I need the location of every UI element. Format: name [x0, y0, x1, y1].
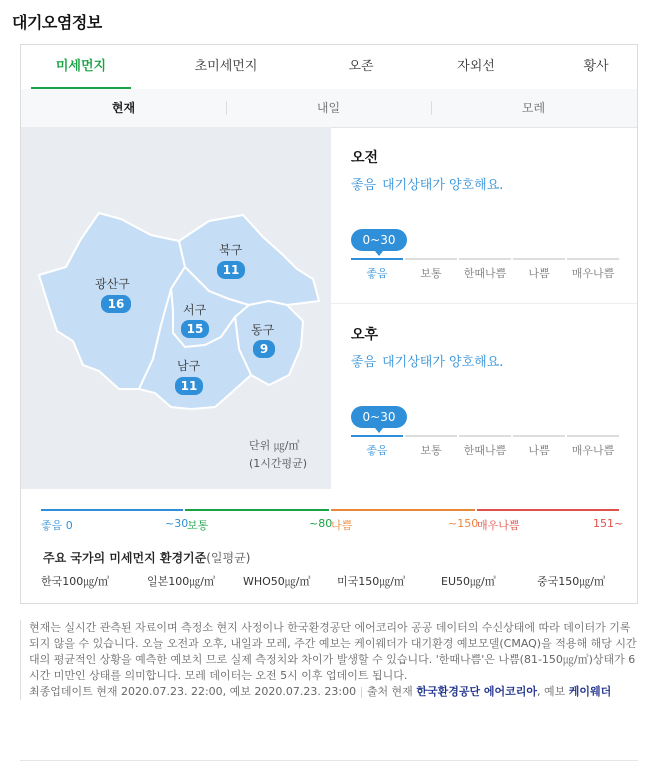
level-legend	[21, 489, 637, 603]
update-separator: |	[359, 685, 364, 698]
level-bad-end: ~150	[448, 517, 479, 530]
standard-china: 중국150㎍/㎥	[537, 575, 605, 588]
district-value-gwangsan[interactable]: 16	[101, 295, 131, 313]
slot-status-am	[351, 174, 503, 193]
level-bar-moderate	[185, 509, 329, 511]
slot-status-pm	[351, 351, 503, 370]
standard-usa: 미국150㎍/㎥	[337, 575, 405, 588]
standards-title-text: 주요 국가의 미세먼지 환경기준	[43, 551, 207, 565]
update-info	[29, 684, 638, 700]
bottom-divider	[20, 760, 638, 761]
standard-eu: EU50㎍/㎥	[441, 575, 496, 588]
district-value-namgu[interactable]: 11	[175, 377, 203, 395]
scale-bad-pm: 나쁨	[513, 435, 565, 463]
grade-am: 좋음	[351, 178, 377, 193]
slot-title-pm: 오후	[351, 327, 379, 343]
notice-box	[20, 620, 638, 700]
standard-korea: 한국100㎍/㎥	[41, 575, 109, 588]
level-very-bad-label: 매우나쁨	[477, 519, 520, 532]
district-name-bukgu: 북구	[219, 243, 243, 257]
standards-note: (일평균)	[206, 551, 251, 565]
slot-title-am: 오전	[351, 150, 379, 166]
level-bad-label: 나쁨	[331, 519, 353, 532]
notice-text: 현재는 실시간 관측된 자료이며 측정소 현지 사정이나 한국환경공단 에어코리아 공공 데이터의 수신상태에 따라 데이터가 기록되지 않을 수 있습니다. 오늘 오전과 오후, 내일과 모레, 주간 예보는 케이웨더가 대기환경 예보모델(CMAQ)을 적용해 해당 시간대의 평균적인 상황을 예측한 예보치 므로 실제 측정치와 차이가 발생할 수 있습니다. '한때나쁨'은 나쁨(81-150㎍/㎥)상태가 6시간 미만인 상태를 의미합니다. 모레 데이터는 오전 5시 이후 업데이트 됩니다.	[29, 621, 637, 682]
grade-scale-am	[351, 258, 619, 288]
district-name-donggu: 동구	[251, 323, 275, 337]
tab-yellow-dust[interactable]: 황사	[583, 59, 609, 74]
gwangju-map-svg	[21, 127, 331, 489]
level-moderate-end: ~80	[309, 517, 333, 530]
section-title: 대기오염정보	[12, 13, 102, 32]
level-bar-very-bad	[477, 509, 619, 511]
district-name-namgu: 남구	[177, 359, 201, 373]
level-good-end: ~30	[165, 517, 189, 530]
district-map	[21, 127, 331, 489]
district-name-gwangsan: 광산구	[95, 277, 130, 291]
scale-briefly-bad-am: 한때나쁨	[459, 258, 511, 286]
district-value-seogu[interactable]: 15	[181, 320, 209, 338]
tab-pm25[interactable]: 초미세먼지	[194, 59, 258, 74]
pollutant-tabs	[21, 45, 637, 90]
range-pill-pm: 0~30	[351, 406, 407, 428]
scale-very-bad-am: 매우나쁨	[567, 258, 619, 286]
level-bar-bad	[331, 509, 475, 511]
scale-moderate-am: 보통	[405, 258, 457, 286]
scale-very-bad-pm: 매우나쁨	[567, 435, 619, 463]
level-moderate-label: 보통	[187, 519, 209, 532]
forecast-label: , 예보	[537, 685, 566, 698]
district-name-seogu: 서구	[183, 303, 207, 317]
source-airkorea-link[interactable]: 한국환경공단 에어코리아	[416, 685, 538, 698]
tab-day-after[interactable]: 모레	[521, 101, 546, 115]
scale-moderate-pm: 보통	[405, 435, 457, 463]
level-good-label: 좋음 0	[41, 519, 73, 532]
standard-japan: 일본100㎍/㎥	[147, 575, 215, 588]
district-value-bukgu[interactable]: 11	[217, 261, 245, 279]
desc-am: 대기상태가 양호해요.	[382, 178, 504, 193]
forecast-panel	[331, 127, 637, 489]
tab-ozone[interactable]: 오존	[348, 59, 374, 74]
air-quality-card	[20, 44, 638, 604]
grade-pm: 좋음	[351, 355, 377, 370]
standard-who: WHO50㎍/㎥	[243, 575, 311, 588]
scale-briefly-bad-pm: 한때나쁨	[459, 435, 511, 463]
tab-today[interactable]: 현재	[111, 101, 136, 115]
unit-label: 단위 ㎍/㎥	[249, 439, 300, 452]
unit-note: (1시간평균)	[249, 457, 308, 470]
source-kweather-link[interactable]: 케이웨더	[568, 685, 612, 698]
tab-tomorrow[interactable]: 내일	[316, 101, 341, 115]
tab-pm10[interactable]: 미세먼지	[31, 45, 131, 89]
source-label: 출처 현재	[366, 685, 413, 698]
level-bar-good	[41, 509, 183, 511]
desc-pm: 대기상태가 양호해요.	[382, 355, 504, 370]
range-pill-am: 0~30	[351, 229, 407, 251]
grade-scale-pm	[351, 435, 619, 465]
scale-bad-am: 나쁨	[513, 258, 565, 286]
level-very-bad-end: 151~	[593, 517, 624, 530]
tab-uv[interactable]: 자외선	[457, 59, 495, 74]
update-text: 최종업데이트 현재 2020.07.23. 22:00, 예보 2020.07.23. 23:00	[29, 685, 357, 698]
day-tabs	[21, 89, 637, 128]
scale-good-pm: 좋음	[351, 435, 403, 463]
scale-good-am: 좋음	[351, 258, 403, 286]
slot-divider	[331, 303, 637, 304]
district-value-donggu[interactable]: 9	[253, 340, 275, 358]
standards-title	[43, 549, 250, 566]
